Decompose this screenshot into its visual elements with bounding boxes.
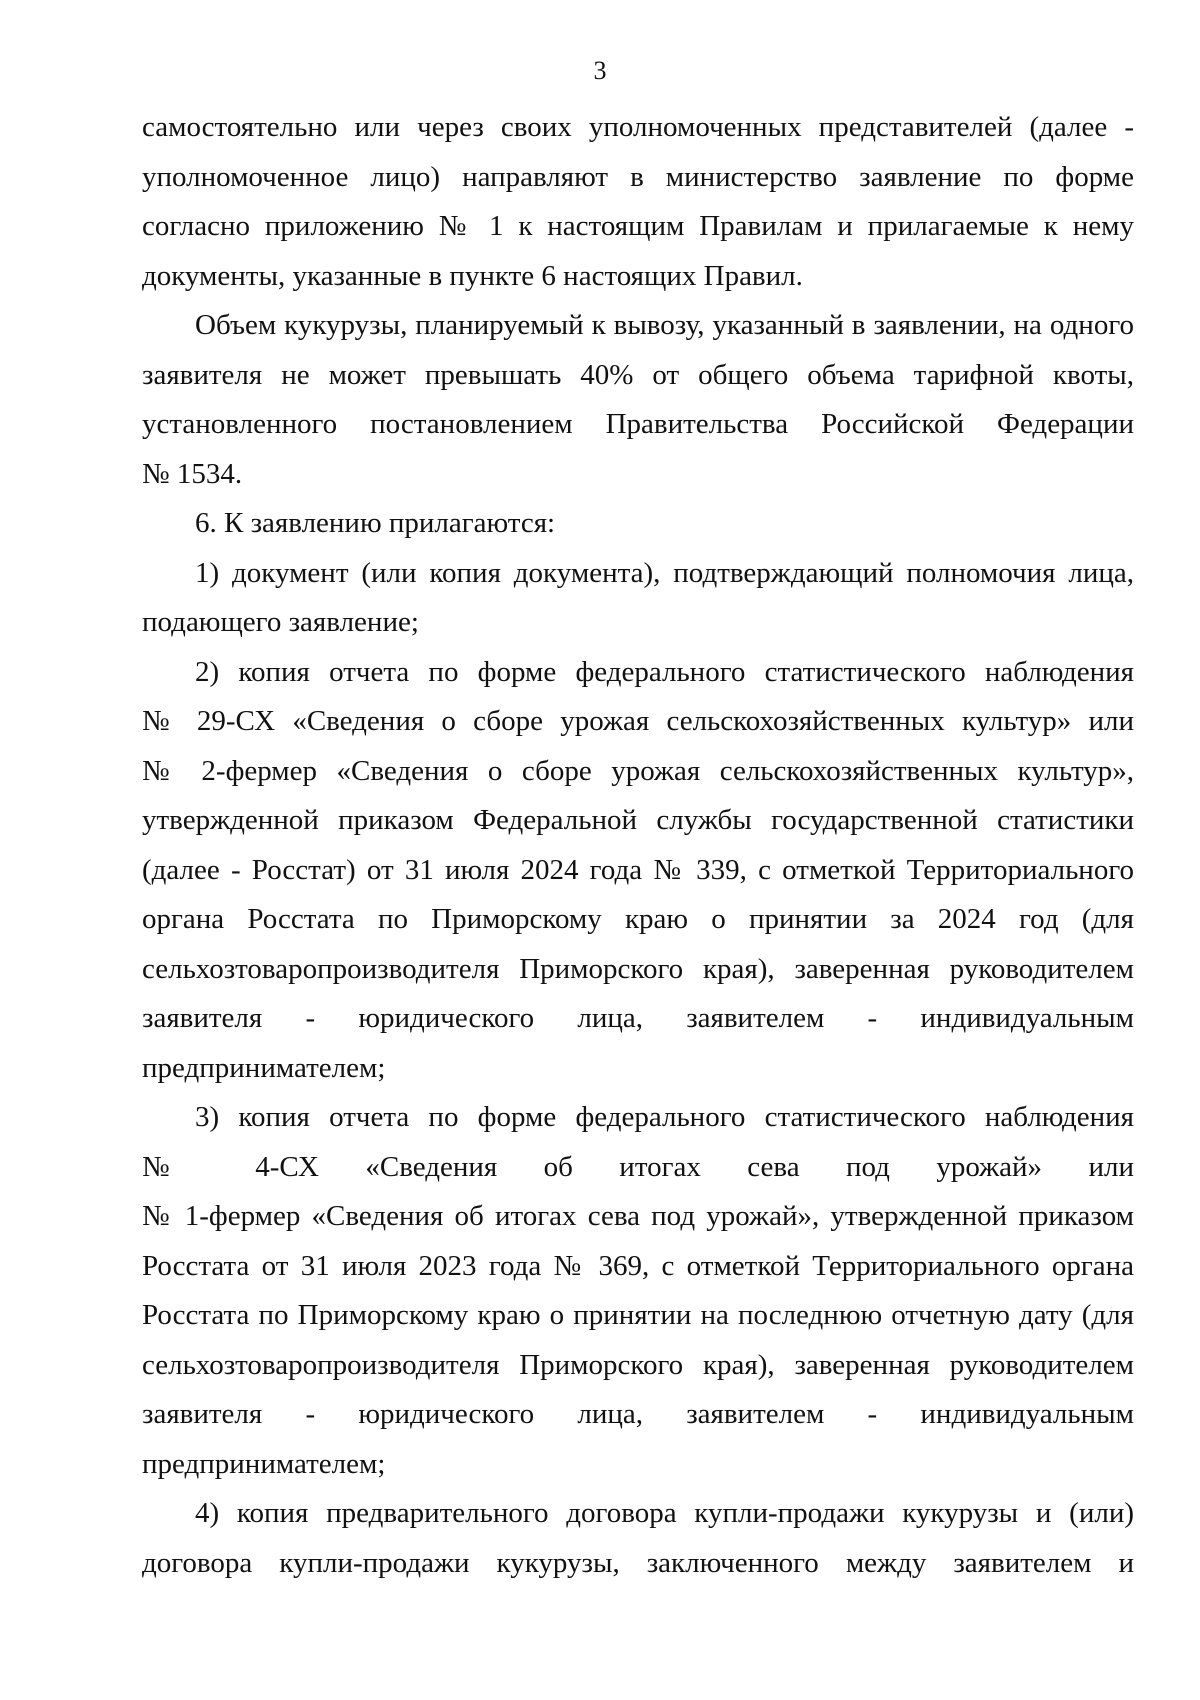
text-line: уполномоченное лицо) направляют в министерство заявление по форме — [142, 160, 1134, 193]
text-line: Объем кукурузы, планируемый к вывозу, указанный в заявлении, на одного — [195, 309, 1134, 341]
text-line: заявителя - юридического лица, заявителем - индивидуальным — [142, 1002, 1134, 1034]
text-line: заявителя не может превышать 40% от общего объема тарифной квоты, — [142, 358, 1134, 391]
text-line: № 2-фермер «Сведения о сборе урожая сельскохозяйственных культур», — [142, 754, 1134, 787]
text-line: самостоятельно или через своих уполномоченных представителей (далее - — [142, 111, 1134, 143]
text-line: установленного постановлением Правительства Российской Федерации — [142, 408, 1134, 440]
text-line: сельхозтоваропроизводителя Приморского края), заверенная руководителем — [142, 1348, 1134, 1381]
text-line: договора купли-продажи кукурузы, заключенного между заявителем и — [142, 1546, 1134, 1579]
text-line: органа Росстата по Приморскому краю о принятии за 2024 год (для — [142, 903, 1134, 935]
text-line: № 4-СХ «Сведения об итогах сева под урожай» или — [142, 1150, 1134, 1183]
text-line: предпринимателем; — [142, 1051, 386, 1084]
text-line: 6. К заявлению прилагаются: — [195, 507, 556, 539]
text-line: 2) копия отчета по форме федерального статистического наблюдения — [195, 655, 1134, 688]
text-line: заявителя - юридического лица, заявителем - индивидуальным — [142, 1398, 1134, 1430]
document-body — [142, 103, 1134, 1588]
text-line: Росстата от 31 июля 2023 года № 369, с отметкой Территориального органа — [142, 1249, 1134, 1282]
page-number: 3 — [593, 56, 607, 85]
text-line: 1) документ (или копия документа), подтверждающий полномочия лица, — [195, 556, 1134, 589]
text-line: сельхозтоваропроизводителя Приморского края), заверенная руководителем — [142, 952, 1134, 985]
text-line: согласно приложению № 1 к настоящим Правилам и прилагаемые к нему — [142, 210, 1134, 242]
text-line: подающего заявление; — [142, 606, 419, 638]
text-line: предпринимателем; — [142, 1447, 386, 1480]
text-line: 4) копия предварительного договора купли-продажи кукурузы и (или) — [195, 1497, 1134, 1529]
text-line: Росстата по Приморскому краю о принятии на последнюю отчетную дату (для — [142, 1299, 1134, 1331]
text-line: утвержденной приказом Федеральной службы государственной статистики — [142, 804, 1134, 836]
text-line: (далее - Росстат) от 31 июля 2024 года № 339, с отметкой Территориального — [142, 853, 1134, 886]
text-line: документы, указанные в пункте 6 настоящих Правил. — [142, 259, 803, 292]
text-line: № 1534. — [142, 457, 243, 490]
text-line: 3) копия отчета по форме федерального статистического наблюдения — [195, 1101, 1134, 1133]
text-line: № 29-СХ «Сведения о сборе урожая сельскохозяйственных культур» или — [142, 705, 1134, 737]
text-line: № 1-фермер «Сведения об итогах сева под урожай», утвержденной приказом — [142, 1200, 1134, 1232]
